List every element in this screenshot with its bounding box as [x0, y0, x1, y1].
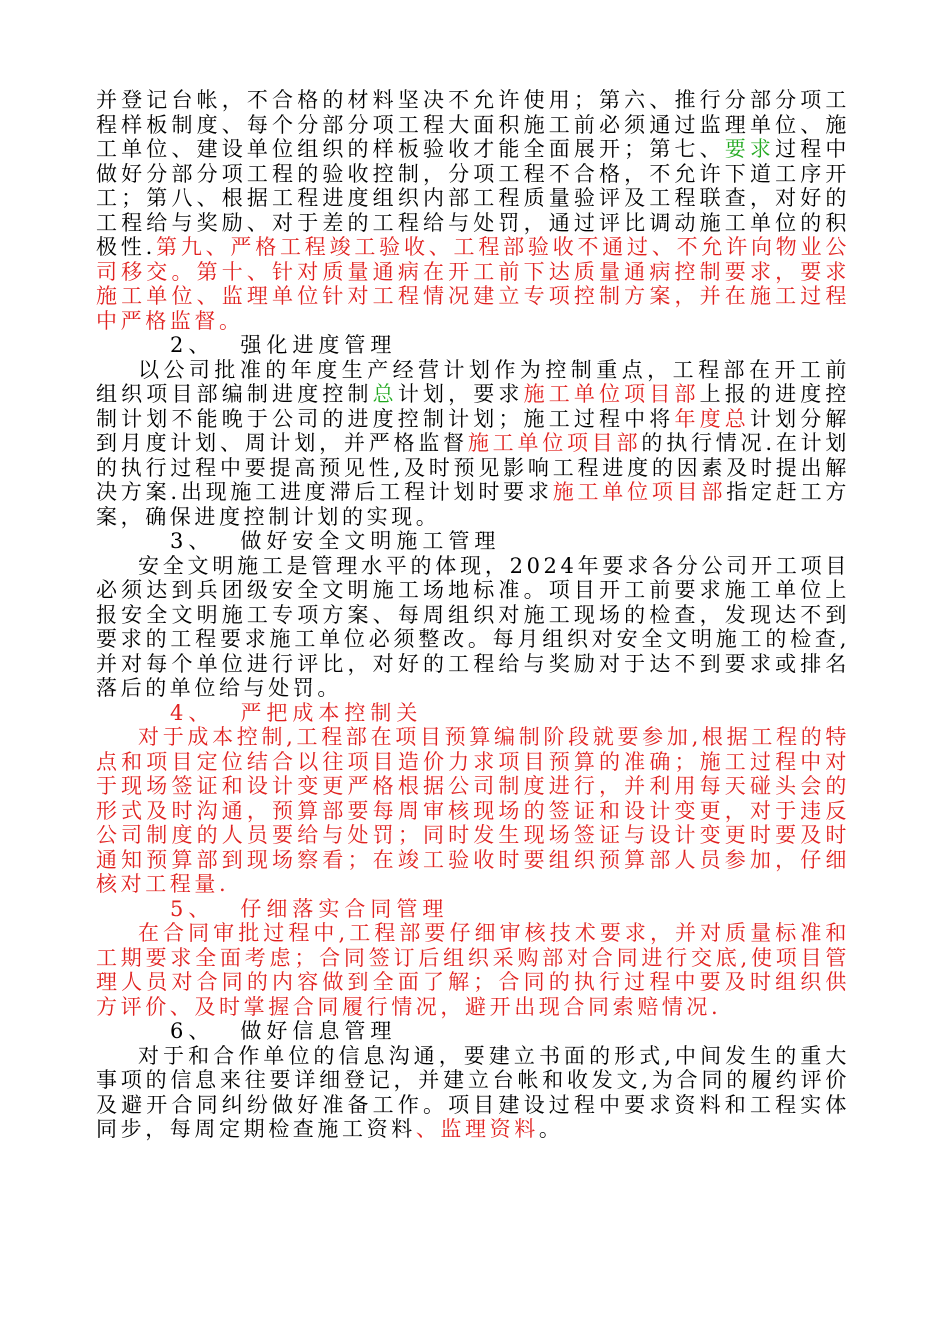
highlight-green: 总	[372, 382, 398, 406]
paragraph-quality-control	[96, 88, 850, 333]
paragraph-cost-control: 对于成本控制,工程部在项目预算编制阶段就要参加,根据工程的特点和项目定位结合以往项目造价力求项目预算的准确；施工过程中对于现场签证和设计变更严格根据公司制度进行，并利用每天碰头会的形式及时沟通，预算部要每周审核现场的签证和设计变更，对于违反公司制度的人员要给与处罚；同时发生现场签证与设计变更时要及时通知预算部到现场察看；在竣工验收时要组织预算部人员参加，仔细核对工程量.	[96, 725, 850, 896]
section-number: 2、	[170, 333, 215, 357]
section-title: 做好安全文明施工管理	[240, 529, 501, 553]
highlight-red: 施工单位项目部	[552, 480, 727, 504]
paragraph-schedule	[96, 358, 850, 530]
section-title: 严把成本控制关	[240, 700, 423, 725]
section-title: 仔细落实合同管理	[240, 896, 449, 921]
text-segment: 计划，要求	[397, 382, 524, 406]
text-segment: 。	[538, 1117, 564, 1141]
paragraph-contract: 在合同审批过程中,工程部要仔细审核技术要求，并对质量标准和工期要求全面考虑；合同签订后组织采购部对合同进行交底,使项目管理人员对合同的内容做到全面了解；合同的执行过程中要及时组织供方评价、及时掌握合同履行情况，避开出现合同索赔情况.	[96, 921, 850, 1019]
highlight-red: 、监理资料	[415, 1117, 539, 1141]
section-number: 3、	[170, 529, 215, 553]
section-heading-4	[96, 701, 850, 726]
section-heading-5	[96, 897, 850, 922]
text-segment: 上报的进度控制计划不能晚于公司的进度控制计划；施工过程中将	[96, 382, 850, 431]
section-title: 强化进度管理	[240, 333, 397, 357]
section-number: 6、	[170, 1019, 215, 1043]
document-page	[96, 88, 850, 1142]
text-segment: 计划分解到月度计划、周计划，并严格监督	[96, 406, 850, 455]
highlight-red: 年度总	[674, 406, 750, 431]
text-segment: 的执行情况.在计划的执行过程中要提高预见性,及时预见影响工程进度的因素及时提出解决方案.出现施工进度滞后工程计划时要求	[96, 431, 851, 504]
highlight-red: 施工单位项目部	[467, 431, 642, 455]
text-segment: 指定赶工方案，确保进度控制计划的实现。	[96, 480, 851, 529]
section-number: 4、	[170, 700, 215, 725]
section-heading-6	[96, 1019, 850, 1044]
text-segment: 过程中做好分部分项工程的验收控制，分项工程不合格，不允许下道工序开工；第八、根据工程进度组织内部工程质量验评及工程联查，对好的工程给与奖励、对于差的工程给与处罚，通过评比调动施工单位的积极性.	[96, 137, 850, 259]
paragraph-safety: 安全文明施工是管理水平的体现，2024年要求各分公司开工项目必须达到兵团级安全文明施工场地标准。项目开工前要求施工单位上报安全文明施工专项方案、每周组织对施工现场的检查，发现达不到要求的工程要求施工单位必须整改。每月组织对安全文明施工的检查,并对每个单位进行评比，对好的工程给与奖励对于达不到要求或排名落后的单位给与处罚。	[96, 553, 850, 700]
text-segment: 对于和合作单位的信息沟通，要建立书面的形式,中间发生的重大事项的信息来往要详细登记，并建立台帐和收发文,为合同的履约评价及避开合同纠纷做好准备工作。项目建设过程中要求资料和工程实体同步，每周定期检查施工资料	[96, 1043, 850, 1141]
text-segment: 以公司批准的年度生产经营计划作为控制重点，工程部在开工前组织项目部编制进度控制	[96, 357, 850, 406]
section-number: 5、	[170, 896, 215, 921]
highlight-red: 施工单位项目部	[523, 382, 700, 406]
highlight-green: 要求	[724, 137, 776, 161]
text-segment: 并登记台帐，不合格的材料坚决不允许使用；第六、推行分部分项工程样板制度、每个分部分项工程大面积施工前必须通过监理单位、施工单位、建设单位组织的样板验收才能全面展开；第七、	[96, 88, 850, 161]
section-title: 做好信息管理	[240, 1019, 397, 1043]
section-heading-2	[96, 333, 850, 358]
paragraph-information	[96, 1044, 850, 1142]
highlight-red: 第九、严格工程竣工验收、工程部验收不通过、不允许向物业公司移交。第十、针对质量通病在开工前下达质量通病控制要求，要求施工单位、监理单位针对工程情况建立专项控制方案，并在施工过程中严格监督。	[96, 235, 850, 333]
section-heading-3	[96, 529, 850, 554]
